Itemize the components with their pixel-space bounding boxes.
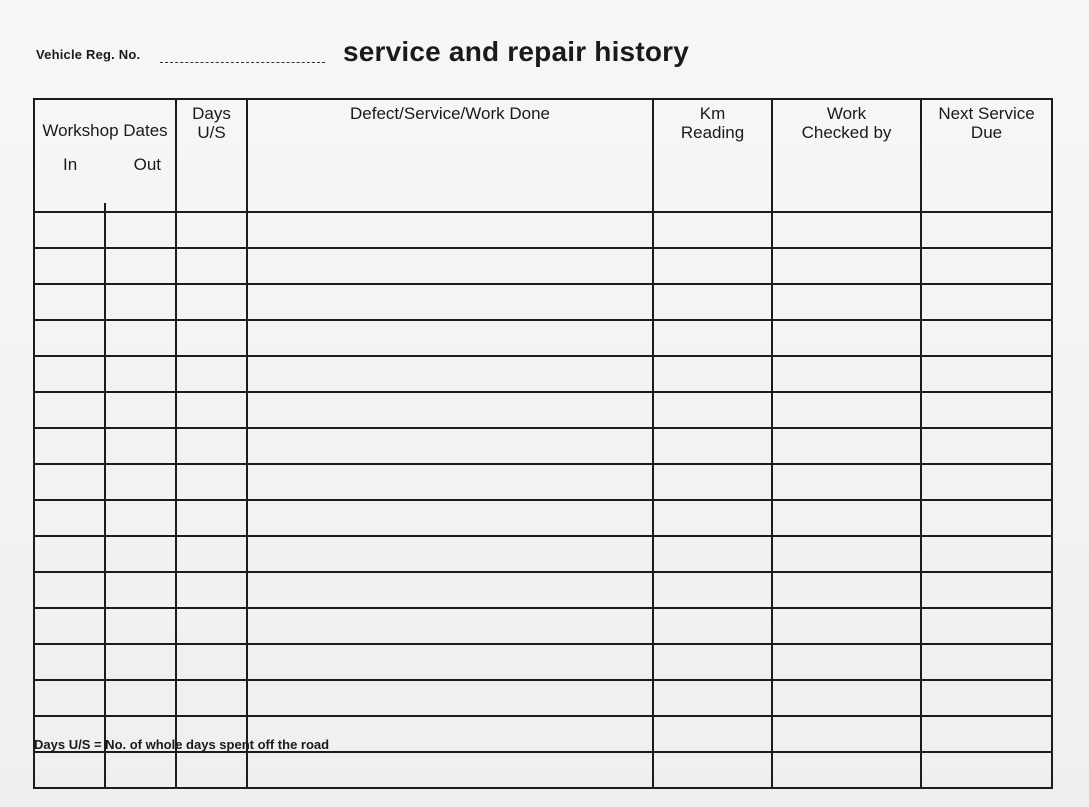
cell-checked-by[interactable] xyxy=(772,212,921,248)
table-row xyxy=(34,572,1052,608)
cell-work-done[interactable] xyxy=(247,428,653,464)
table-row xyxy=(34,680,1052,716)
cell-next-service[interactable] xyxy=(921,356,1052,392)
table-row xyxy=(34,248,1052,284)
cell-km-reading[interactable] xyxy=(653,248,772,284)
cell-out[interactable] xyxy=(105,212,176,248)
service-history-table xyxy=(33,98,1053,789)
table-body xyxy=(34,212,1052,788)
table-row xyxy=(34,500,1052,536)
cell-out[interactable] xyxy=(105,284,176,320)
cell-next-service[interactable] xyxy=(921,536,1052,572)
cell-work-done[interactable] xyxy=(247,572,653,608)
table-row xyxy=(34,464,1052,500)
cell-in[interactable] xyxy=(34,320,105,356)
col-header-workshop-dates xyxy=(34,99,176,212)
cell-in[interactable] xyxy=(34,644,105,680)
col-header-work-done: Defect/Service/Work Done xyxy=(247,99,653,212)
cell-in[interactable] xyxy=(34,356,105,392)
cell-checked-by[interactable] xyxy=(772,644,921,680)
cell-out[interactable] xyxy=(105,608,176,644)
cell-days-us[interactable] xyxy=(176,392,247,428)
cell-km-reading[interactable] xyxy=(653,212,772,248)
cell-out[interactable] xyxy=(105,320,176,356)
col-header-km-reading: Km Reading xyxy=(653,99,772,212)
cell-km-reading[interactable] xyxy=(653,680,772,716)
cell-km-reading[interactable] xyxy=(653,716,772,752)
cell-km-reading[interactable] xyxy=(653,572,772,608)
cell-km-reading[interactable] xyxy=(653,752,772,788)
cell-next-service[interactable] xyxy=(921,644,1052,680)
cell-days-us[interactable] xyxy=(176,752,247,788)
cell-work-done[interactable] xyxy=(247,464,653,500)
cell-checked-by[interactable] xyxy=(772,464,921,500)
cell-in[interactable] xyxy=(34,284,105,320)
workshop-dates-label: Workshop Dates xyxy=(42,121,168,140)
cell-out[interactable] xyxy=(105,356,176,392)
table-row xyxy=(34,644,1052,680)
cell-in[interactable] xyxy=(34,536,105,572)
cell-checked-by[interactable] xyxy=(772,248,921,284)
cell-out[interactable] xyxy=(105,572,176,608)
cell-in[interactable] xyxy=(34,680,105,716)
cell-next-service[interactable] xyxy=(921,608,1052,644)
page-title: service and repair history xyxy=(343,36,690,67)
cell-km-reading[interactable] xyxy=(653,500,772,536)
cell-in[interactable] xyxy=(34,248,105,284)
cell-out[interactable] xyxy=(105,428,176,464)
cell-km-reading[interactable] xyxy=(653,464,772,500)
cell-checked-by[interactable] xyxy=(772,572,921,608)
col-header-out: Out xyxy=(133,155,162,174)
cell-checked-by[interactable] xyxy=(772,284,921,320)
cell-in[interactable] xyxy=(34,608,105,644)
cell-km-reading[interactable] xyxy=(653,356,772,392)
cell-work-done[interactable] xyxy=(247,680,653,716)
cell-km-reading[interactable] xyxy=(653,536,772,572)
cell-in[interactable] xyxy=(34,464,105,500)
cell-next-service[interactable] xyxy=(921,680,1052,716)
cell-km-reading[interactable] xyxy=(653,644,772,680)
cell-work-done[interactable] xyxy=(247,284,653,320)
cell-out[interactable] xyxy=(105,680,176,716)
table-row xyxy=(34,536,1052,572)
cell-km-reading[interactable] xyxy=(653,284,772,320)
cell-work-done[interactable] xyxy=(247,212,653,248)
cell-days-us[interactable] xyxy=(176,356,247,392)
cell-work-done[interactable] xyxy=(247,356,653,392)
cell-checked-by[interactable] xyxy=(772,536,921,572)
cell-checked-by[interactable] xyxy=(772,428,921,464)
cell-out[interactable] xyxy=(105,500,176,536)
footnote: Days U/S = No. of whole days spent off the road xyxy=(34,737,330,752)
cell-next-service[interactable] xyxy=(921,500,1052,536)
cell-in[interactable] xyxy=(34,500,105,536)
cell-days-us[interactable] xyxy=(176,608,247,644)
cell-next-service[interactable] xyxy=(921,392,1052,428)
cell-km-reading[interactable] xyxy=(653,428,772,464)
cell-days-us[interactable] xyxy=(176,644,247,680)
cell-days-us[interactable] xyxy=(176,536,247,572)
cell-next-service[interactable] xyxy=(921,284,1052,320)
cell-checked-by[interactable] xyxy=(772,500,921,536)
cell-next-service[interactable] xyxy=(921,464,1052,500)
cell-in[interactable] xyxy=(34,752,105,788)
cell-km-reading[interactable] xyxy=(653,320,772,356)
table-row xyxy=(34,428,1052,464)
cell-work-done[interactable] xyxy=(247,644,653,680)
cell-next-service[interactable] xyxy=(921,248,1052,284)
table-row xyxy=(34,356,1052,392)
cell-km-reading[interactable] xyxy=(653,392,772,428)
cell-out[interactable] xyxy=(105,536,176,572)
col-header-checked-by: Work Checked by xyxy=(772,99,921,212)
cell-next-service[interactable] xyxy=(921,716,1052,752)
vehicle-reg-input-line[interactable] xyxy=(160,62,325,63)
cell-out[interactable] xyxy=(105,464,176,500)
table-row xyxy=(34,284,1052,320)
cell-work-done[interactable] xyxy=(247,500,653,536)
cell-checked-by[interactable] xyxy=(772,608,921,644)
cell-in[interactable] xyxy=(34,572,105,608)
cell-in[interactable] xyxy=(34,392,105,428)
cell-days-us[interactable] xyxy=(176,212,247,248)
cell-work-done[interactable] xyxy=(247,320,653,356)
cell-work-done[interactable] xyxy=(247,608,653,644)
table-header-row xyxy=(34,99,1052,212)
cell-days-us[interactable] xyxy=(176,248,247,284)
cell-checked-by[interactable] xyxy=(772,392,921,428)
cell-checked-by[interactable] xyxy=(772,716,921,752)
cell-days-us[interactable] xyxy=(176,464,247,500)
in-out-divider xyxy=(104,203,106,211)
cell-work-done[interactable] xyxy=(247,752,653,788)
cell-next-service[interactable] xyxy=(921,752,1052,788)
cell-checked-by[interactable] xyxy=(772,680,921,716)
cell-days-us[interactable] xyxy=(176,572,247,608)
cell-days-us[interactable] xyxy=(176,428,247,464)
cell-days-us[interactable] xyxy=(176,284,247,320)
col-header-in: In xyxy=(63,155,78,174)
cell-out[interactable] xyxy=(105,392,176,428)
cell-next-service[interactable] xyxy=(921,320,1052,356)
cell-checked-by[interactable] xyxy=(772,752,921,788)
cell-work-done[interactable] xyxy=(247,392,653,428)
cell-next-service[interactable] xyxy=(921,572,1052,608)
cell-days-us[interactable] xyxy=(176,500,247,536)
table-row xyxy=(34,320,1052,356)
table-row xyxy=(34,212,1052,248)
cell-checked-by[interactable] xyxy=(772,320,921,356)
cell-next-service[interactable] xyxy=(921,428,1052,464)
cell-work-done[interactable] xyxy=(247,248,653,284)
cell-out[interactable] xyxy=(105,752,176,788)
cell-checked-by[interactable] xyxy=(772,356,921,392)
cell-days-us[interactable] xyxy=(176,680,247,716)
col-header-next-service: Next Service Due xyxy=(921,99,1052,212)
cell-out[interactable] xyxy=(105,248,176,284)
cell-days-us[interactable] xyxy=(176,320,247,356)
vehicle-reg-label: Vehicle Reg. No. xyxy=(36,47,141,62)
cell-in[interactable] xyxy=(34,428,105,464)
cell-out[interactable] xyxy=(105,644,176,680)
cell-work-done[interactable] xyxy=(247,536,653,572)
table-row xyxy=(34,608,1052,644)
table-row xyxy=(34,392,1052,428)
cell-next-service[interactable] xyxy=(921,212,1052,248)
col-header-days-us: Days U/S xyxy=(176,99,247,212)
cell-in[interactable] xyxy=(34,212,105,248)
table-row xyxy=(34,752,1052,788)
cell-km-reading[interactable] xyxy=(653,608,772,644)
